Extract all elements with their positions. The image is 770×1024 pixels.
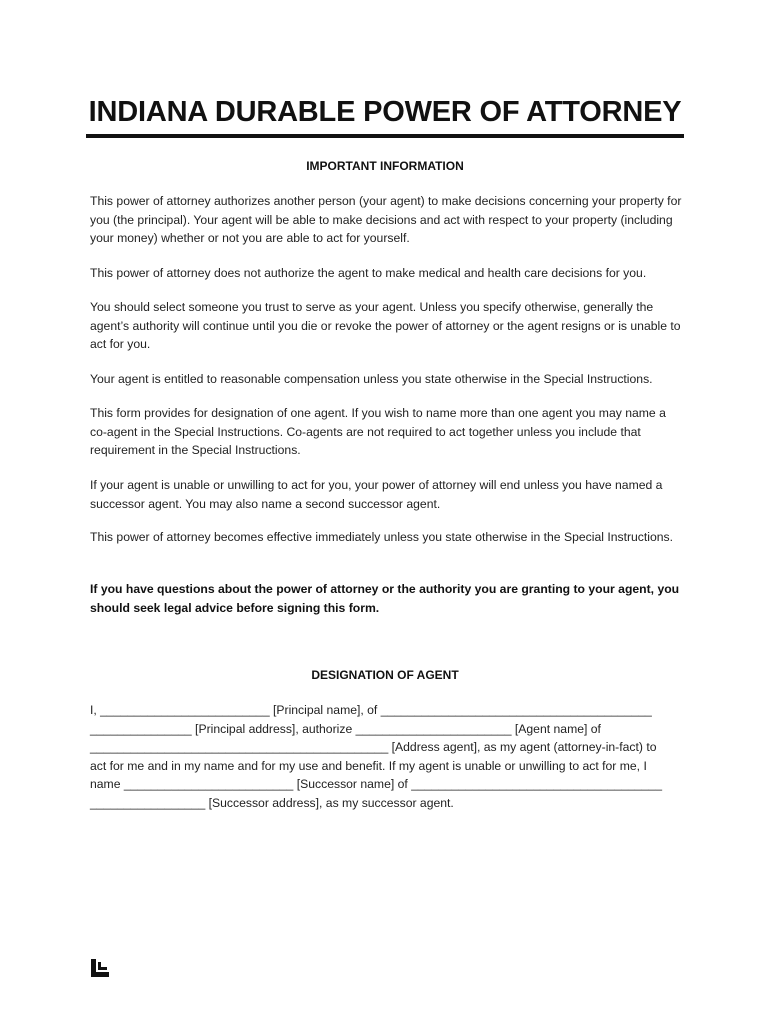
paragraph-medical-exclusion: This power of attorney does not authorize the agent to make medical and health care decisions for you. — [90, 266, 647, 280]
designation-line: _________________ [Successor address], as my successor agent. — [90, 795, 454, 810]
title-underline — [86, 134, 684, 138]
important-information-heading: IMPORTANT INFORMATION — [306, 159, 464, 173]
designation-line: name _________________________ [Successor name] of _____________________________________ — [90, 777, 662, 792]
designation-line: _______________ [Principal address], authorize _______________________ [Agent name] of — [90, 721, 601, 736]
legal-advice-notice: If you have questions about the power of attorney or the authority you are granting to your agent, you should seek legal advice before signing this form. — [90, 582, 680, 615]
paragraph-authorization: This power of attorney authorizes another person (your agent) to make decisions concerning your property for you (the principal). Your agent will be able to make decisions and act with respect to your property (including your money) whether or not you are able to act for yourself. — [90, 194, 682, 245]
paragraph-compensation: Your agent is entitled to reasonable compensation unless you state otherwise in the Special Instructions. — [90, 372, 653, 386]
designation-of-agent-text — [90, 701, 682, 813]
paragraph-effective-date: This power of attorney becomes effective immediately unless you state otherwise in the Special Instructions. — [90, 530, 674, 544]
designation-line: I, _________________________ [Principal name], of ________________________________________ — [90, 703, 652, 717]
designation-of-agent-heading: DESIGNATION OF AGENT — [311, 668, 459, 682]
document-title: INDIANA DURABLE POWER OF ATTORNEY — [88, 96, 682, 128]
paragraph-agent-selection: You should select someone you trust to serve as your agent. Unless you specify otherwise, generally the agent’s authority will continue until you die or revoke the power of attorney or the agent resigns or is unable to act for you. — [90, 300, 681, 351]
paragraph-co-agent: This form provides for designation of one agent. If you wish to name more than one agent you may name a co-agent in the Special Instructions. Co-agents are not required to act together unless you include that requirement in the Special Instructions. — [90, 406, 666, 457]
designation-line: act for me and in my name and for my use and benefit. If my agent is unable or unwilling to act for me, I — [90, 758, 647, 773]
brand-logo-icon — [91, 959, 109, 977]
paragraph-successor-agent: If your agent is unable or unwilling to act for you, your power of attorney will end unless you have named a successor agent. You may also name a second successor agent. — [90, 478, 663, 511]
designation-line: ____________________________________________ [Address agent], as my agent (attorney-in-fact) to — [90, 740, 657, 755]
